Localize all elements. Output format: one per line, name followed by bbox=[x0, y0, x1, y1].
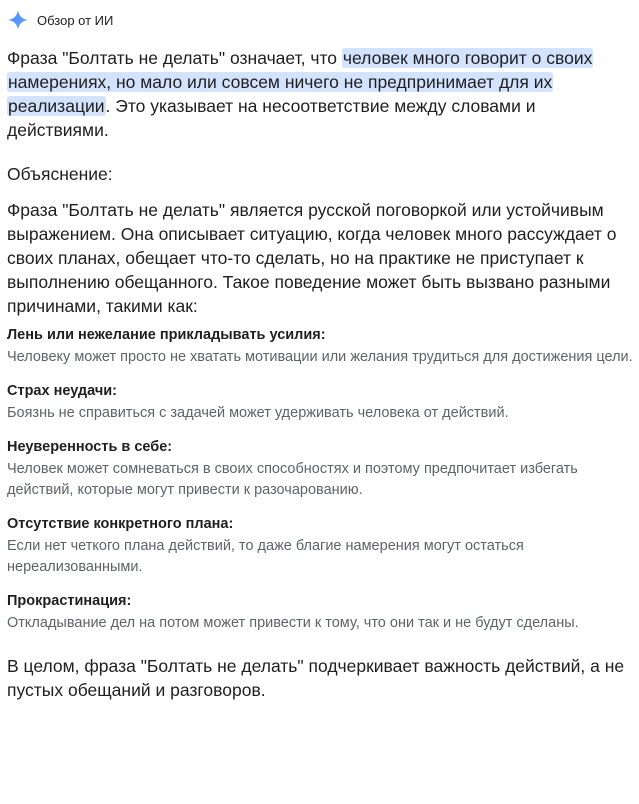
reason-item bbox=[7, 436, 633, 501]
intro-paragraph bbox=[7, 46, 633, 142]
reason-description: Откладывание дел на потом может привести к тому, что они так и не будут сделаны. bbox=[7, 615, 579, 631]
sparkle-icon bbox=[7, 9, 29, 31]
explanation-label: Объяснение: bbox=[7, 164, 113, 184]
reasons-list bbox=[7, 324, 633, 634]
reason-item bbox=[7, 380, 633, 424]
ai-overview-header bbox=[7, 8, 113, 32]
reason-description: Человеку может просто не хватать мотивации или желания трудиться для достижения цели. bbox=[7, 349, 633, 365]
reason-item bbox=[7, 590, 633, 634]
intro-before: Фраза "Болтать не делать" означает, что bbox=[7, 48, 342, 68]
reason-description: Если нет четкого плана действий, то даже благие намерения могут остаться нереализованными. bbox=[7, 538, 524, 575]
ai-overview-content bbox=[7, 46, 633, 702]
explanation-paragraph: Фраза "Болтать не делать" является русской поговоркой или устойчивым выражением. Она описывает ситуацию, когда человек много рассуждает о своих планах, обещает что-то сделать, но на практике не приступает к выполнению обещанного. Такое поведение может быть вызвано разными причинами, такими как: bbox=[7, 200, 617, 316]
header-title: Обзор от ИИ bbox=[37, 12, 114, 28]
reason-title: Лень или нежелание прикладывать усилия: bbox=[7, 327, 326, 343]
reason-description: Боязнь не справиться с задачей может удерживать человека от действий. bbox=[7, 405, 509, 421]
conclusion-paragraph: В целом, фраза "Болтать не делать" подчеркивает важность действий, а не пустых обещаний и разговоров. bbox=[7, 656, 625, 700]
reason-item bbox=[7, 513, 633, 578]
reason-item bbox=[7, 324, 633, 368]
intro-after: . Это указывает на несоответствие между словами и действиями. bbox=[7, 96, 536, 140]
intro-highlight[interactable]: человек много говорит о своих намерениях, но мало или совсем ничего не предпринимает для их реализации bbox=[8, 48, 593, 116]
reason-title: Неуверенность в себе: bbox=[7, 439, 173, 455]
reason-title: Страх неудачи: bbox=[7, 383, 117, 399]
reason-title: Прокрастинация: bbox=[7, 593, 132, 609]
reason-description: Человек может сомневаться в своих способностях и поэтому предпочитает избегать действий, которые могут привести к разочарованию. bbox=[7, 461, 578, 498]
reason-title: Отсутствие конкретного плана: bbox=[7, 516, 234, 532]
